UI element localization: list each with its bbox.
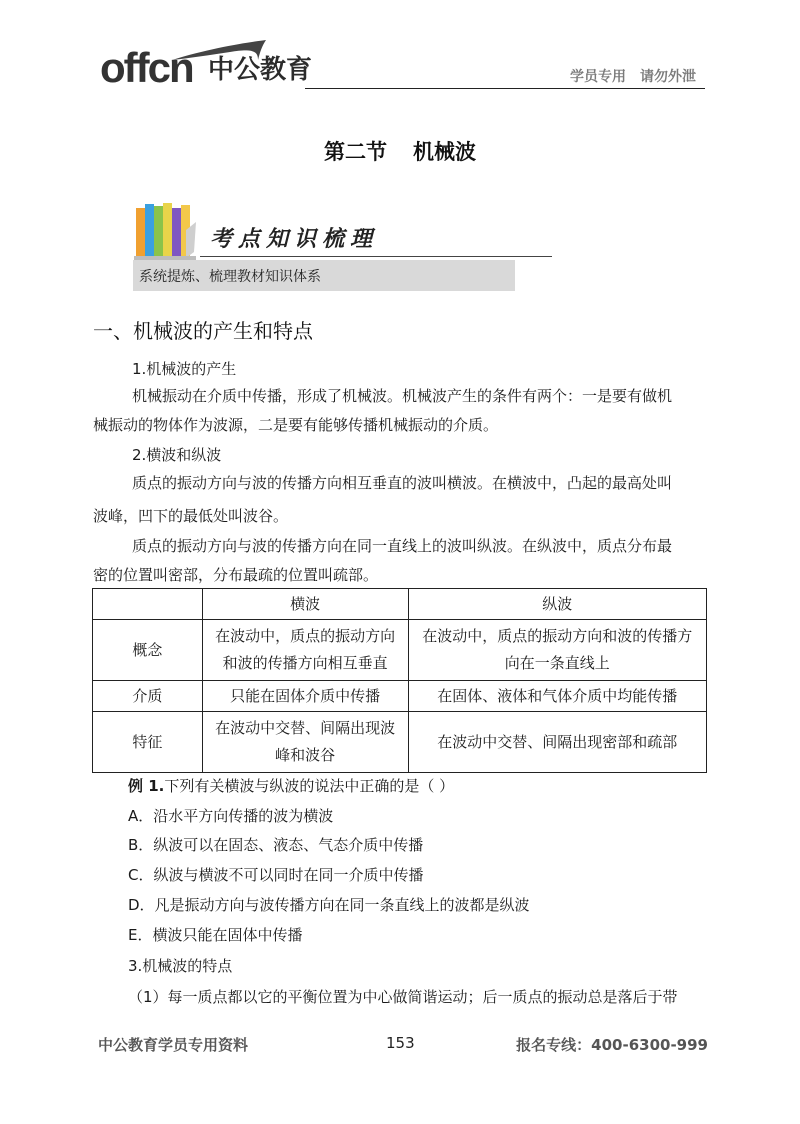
logo-latin-text: offcn: [100, 44, 193, 91]
example-label: 例 1.: [128, 777, 165, 795]
table-cell-line: 在波动中，质点的振动方向: [215, 627, 396, 645]
table-header-row: [93, 589, 707, 620]
section-number: 第二节: [324, 140, 387, 164]
heading-1: 一、机械波的产生和特点: [93, 319, 313, 343]
option-e: E．横波只能在固体中传播: [128, 926, 303, 944]
option-c: C．纵波与横波不可以同时在同一介质中传播: [128, 866, 424, 884]
page-number: 153: [386, 1034, 415, 1052]
section-title: [0, 136, 800, 166]
footer-left: 中公教育学员专用资料: [98, 1036, 249, 1054]
wave-comparison-table: [92, 588, 707, 773]
option-b: B．纵波可以在固态、液态、气态介质中传播: [128, 836, 424, 854]
table-cell: [408, 620, 707, 681]
sub-2-para-b-line-2: 密的位置叫密部，分布最疏的位置叫疏部。: [93, 566, 379, 584]
table-header-cell: 纵波: [408, 589, 707, 620]
table-cell-line: 在波动中交替、间隔出现波: [215, 719, 396, 737]
table-cell-line: 向在一条直线上: [504, 654, 610, 672]
header-notice-1: 学员专用: [570, 69, 626, 85]
sub-2-title: 2.横波和纵波: [132, 446, 222, 464]
example-question: 下列有关横波与纵波的说法中正确的是（ ）: [164, 777, 455, 795]
header-rule: [305, 88, 705, 89]
option-d: D．凡是振动方向与波传播方向在同一条直线上的波都是纵波: [128, 896, 530, 914]
banner-heading: 考点知识梳理: [210, 226, 379, 252]
sub-2-para-a-line-2: 波峰，凹下的最低处叫波谷。: [93, 507, 289, 525]
table-cell: 在波动中交替、间隔出现密部和疏部: [408, 712, 707, 773]
table-row: [93, 712, 707, 773]
logo-chinese-text: 中公教育: [208, 55, 313, 85]
table-row-label: 特征: [93, 712, 203, 773]
sub-2-para-a-line-1: 质点的振动方向与波的传播方向相互垂直的波叫横波。在横波中，凸起的最高处叫: [132, 474, 673, 492]
table-cell: 只能在固体介质中传播: [202, 681, 408, 712]
banner-subtitle-box: [133, 260, 515, 291]
header-notice: [556, 66, 696, 86]
table-header-cell: 横波: [202, 589, 408, 620]
table-row: [93, 681, 707, 712]
header-notice-2: 请勿外泄: [640, 69, 696, 85]
sub-1-line-1: 机械振动在介质中传播，形成了机械波。机械波产生的条件有两个：一是要有做机: [132, 387, 673, 405]
table-cell: [202, 712, 408, 773]
table-row: [93, 620, 707, 681]
sub-1-line-2: 械振动的物体作为波源，二是要有能够传播机械振动的介质。: [93, 416, 499, 434]
sub-2-para-b-line-1: 质点的振动方向与波的传播方向在同一直线上的波叫纵波。在纵波中，质点分布最: [132, 537, 673, 555]
option-a: A．沿水平方向传播的波为横波: [128, 807, 334, 825]
table-cell-line: 峰和波谷: [275, 746, 336, 764]
table-cell: 在固体、液体和气体介质中均能传播: [408, 681, 707, 712]
table-header-cell: [93, 589, 203, 620]
table-cell-line: 在波动中，质点的振动方向和波的传播方: [422, 627, 693, 645]
books-icon: [134, 200, 198, 264]
section-name: 机械波: [413, 140, 476, 164]
sub-3-title: 3.机械波的特点: [128, 957, 233, 975]
table-cell: [202, 620, 408, 681]
banner-rule: [200, 256, 552, 257]
footer-hotline: 报名专线：400-6300-999: [516, 1036, 708, 1054]
table-cell-line: 和波的传播方向相互垂直: [222, 654, 388, 672]
sub-1-title: 1.机械波的产生: [132, 360, 237, 378]
banner-subtitle: 系统提炼、梳理教材知识体系: [139, 269, 321, 285]
table-row-label: 介质: [93, 681, 203, 712]
example-1: [128, 773, 454, 799]
table-row-label: 概念: [93, 620, 203, 681]
sub-3-line-1: （1）每一质点都以它的平衡位置为中心做简谐运动；后一质点的振动总是落后于带: [128, 988, 678, 1006]
